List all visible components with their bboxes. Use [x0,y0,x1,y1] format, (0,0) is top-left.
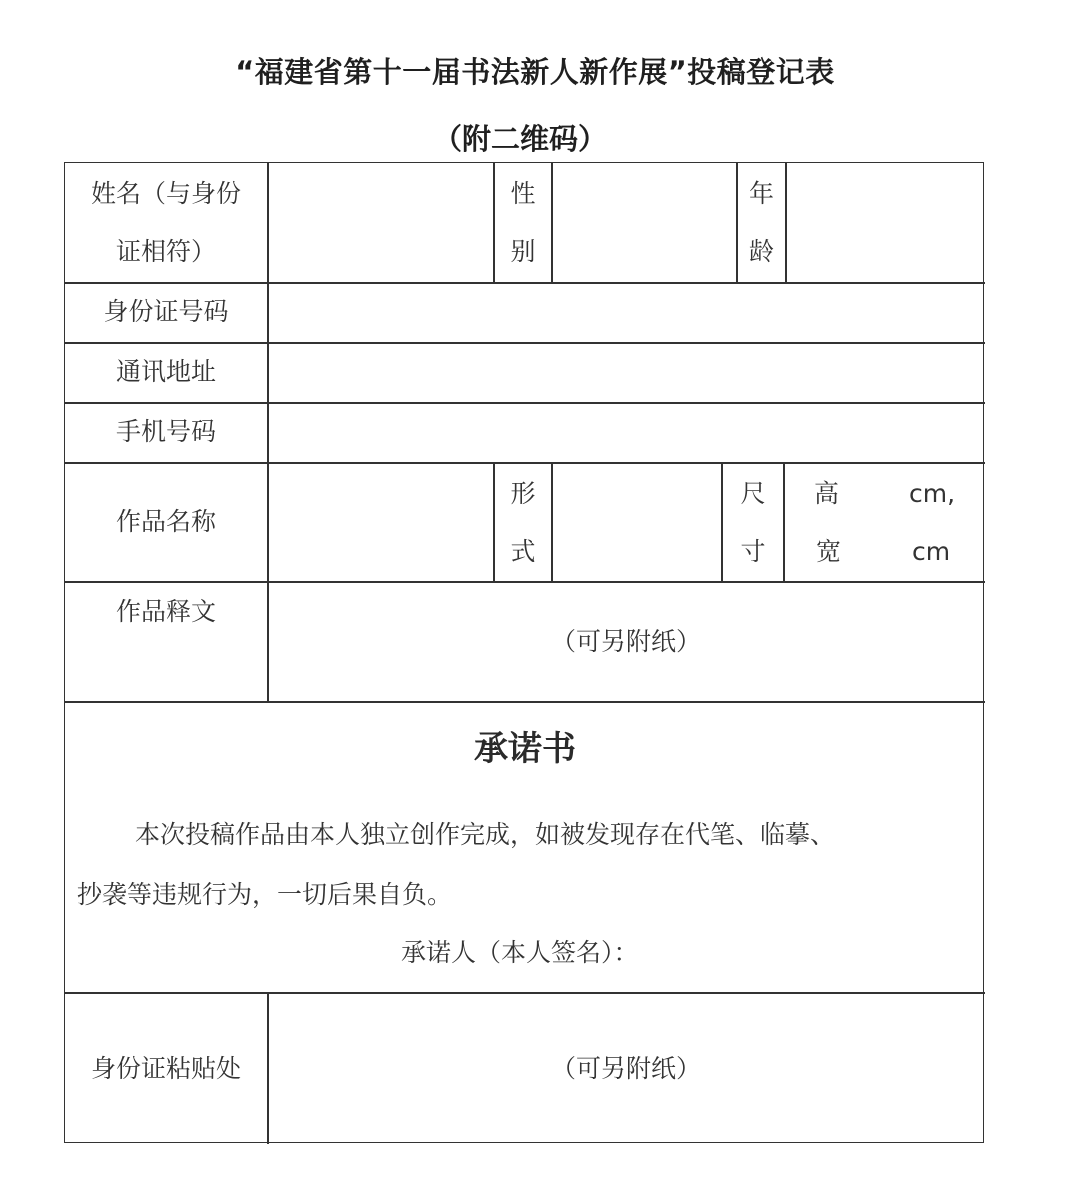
gender-field[interactable] [553,163,735,281]
column-divider [783,462,785,581]
height-unit: cm, [909,479,956,508]
name-field[interactable] [269,163,491,281]
age-label-line1: 年 [748,179,774,208]
gender-label-line1: 性 [510,179,536,208]
pledge-title: 承诺书 [474,729,576,769]
form-style-field[interactable] [553,463,719,581]
phone-field[interactable] [269,403,983,461]
id-number-label: 身份证号码 [103,297,229,326]
pledge-line-2: 抄袭等违规行为，一切后果自负。 [77,880,453,909]
name-label-line1: 姓名（与身份 [90,179,241,208]
pledge-line-1: 本次投稿作品由本人独立创作完成，如被发现存在代笔、临摹、 [135,820,836,849]
age-label-line2: 龄 [748,237,774,266]
row-divider [65,992,985,994]
width-unit: cm [912,537,951,566]
address-label: 通讯地址 [115,357,216,386]
width-label: 宽 [816,537,842,566]
height-label: 高 [814,479,840,508]
transcription-note: （可另附纸） [550,627,701,656]
work-title-field[interactable] [269,463,491,581]
form-title: “福建省第十一届书法新人新作展”投稿登记表 [235,55,835,89]
row-divider [65,462,985,464]
form-label-line2: 式 [510,537,536,566]
id-number-field[interactable] [269,283,983,341]
size-label-line2: 寸 [740,537,766,566]
row-divider [65,701,985,703]
registration-form-table [64,162,984,1143]
pledge-signature-label: 承诺人（本人签名）： [401,938,639,967]
id-paste-note: （可另附纸） [550,1054,701,1083]
id-paste-label: 身份证粘贴处 [90,1054,241,1083]
form-subtitle: （附二维码） [432,122,607,156]
form-label-line1: 形 [510,479,536,508]
address-field[interactable] [269,343,983,401]
age-field[interactable] [787,163,983,281]
name-label-line2: 证相符） [115,237,216,266]
work-title-label: 作品名称 [115,507,216,536]
transcription-label: 作品释文 [115,597,216,626]
size-label-line1: 尺 [740,479,766,508]
phone-label: 手机号码 [115,417,216,446]
gender-label-line2: 别 [510,237,536,266]
